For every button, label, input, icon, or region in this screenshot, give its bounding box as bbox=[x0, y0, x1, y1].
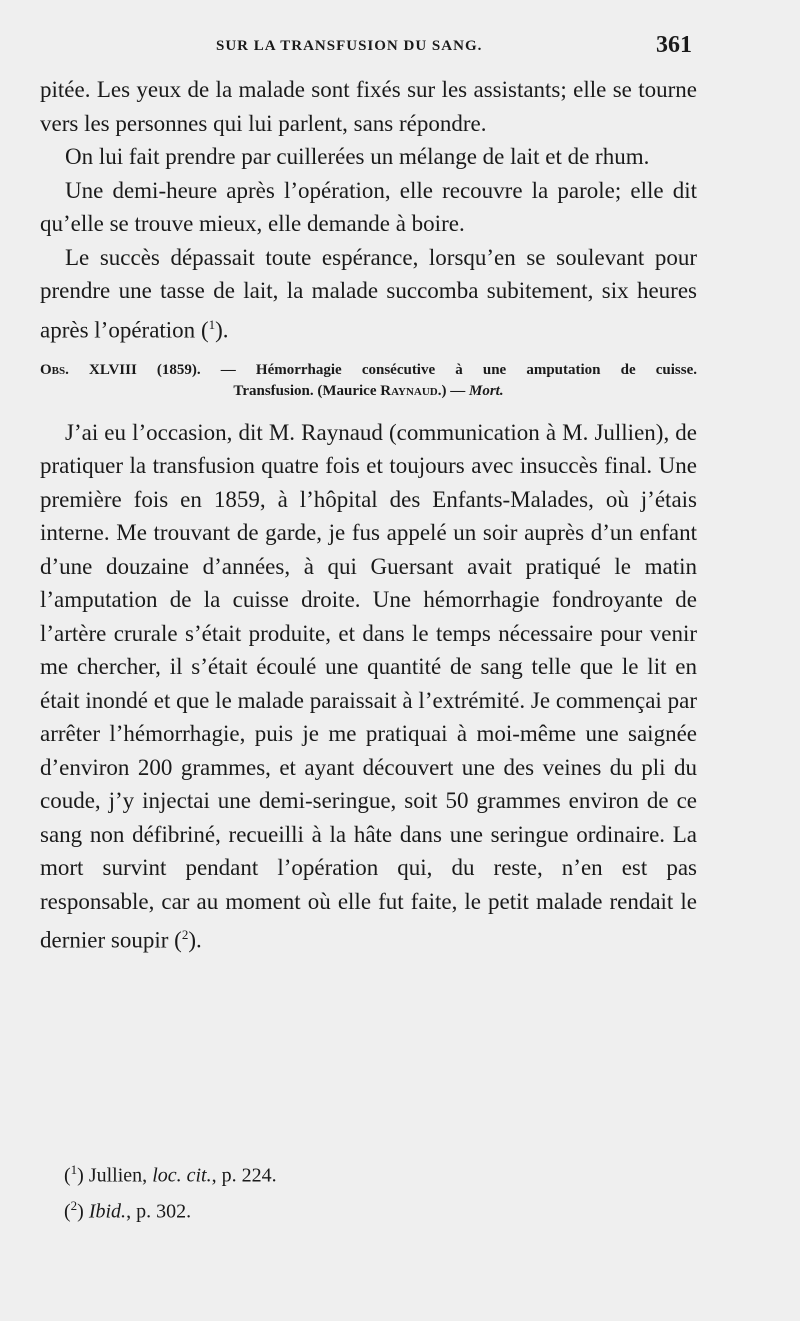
footnote-1: ($^1$) Jullien, loc. cit., p. 224. bbox=[64, 1162, 277, 1187]
observation-outcome: Mort. bbox=[468, 382, 504, 399]
footnote-ref-1[interactable]: 1 bbox=[208, 316, 216, 332]
paragraph-1: pitée. Les yeux de la malade sont fixés sur les assistants; elle se tourne vers les personnes qui lui parlent, sans répondre. bbox=[40, 77, 697, 136]
page-header bbox=[0, 30, 800, 70]
paragraph-4: Le succès dépassait toute espérance, lorsqu’en se soulevant pour prendre une tasse de lait, la malade succomba subitement, six heures après l’opération ($^1$). bbox=[40, 244, 697, 343]
footnote-ref-2[interactable]: 2 bbox=[181, 927, 189, 943]
paragraph-2: On lui fait prendre par cuillerées un mélange de lait et de rhum. bbox=[65, 144, 650, 169]
body-text bbox=[40, 73, 697, 957]
paragraph-3: Une demi-heure après l’opération, elle recouvre la parole; elle dit qu’elle se trouve mieux, elle demande à boire. bbox=[40, 177, 697, 236]
page-number: 361 bbox=[656, 32, 692, 58]
running-title: SUR LA TRANSFUSION DU SANG. bbox=[216, 38, 483, 54]
observation-line-2: Transfusion. (Maurice Raynaud.) — Mort. bbox=[233, 382, 504, 399]
footnotes bbox=[64, 1155, 277, 1226]
observation-line-1: Obs. XLVIII (1859). — Hémorrhagie consécutive à une amputation de cuisse. bbox=[40, 361, 698, 378]
observation-author: Raynaud bbox=[380, 382, 438, 399]
observation-number: Obs. XLVIII (1859). bbox=[40, 361, 201, 378]
main-paragraph: J’ai eu l’occasion, dit M. Raynaud (communication à M. Jullien), de pratiquer la transfusion quatre fois et toujours avec insuccès final. Une première fois en 1859, à l’hôpital des Enfants-Malades, où j’étais interne. Me trouvant de garde, je fus appelé un soir auprès d’un enfant d’une douzaine d’années, à qui Guersant avait pratiqué le matin l’amputation de la cuisse droite. Une hémorrhagie fondroyante de l’artère crurale s’était produite, et dans le temps nécessaire pour venir me chercher, il s’était écoulé une quantité de sang telle que le lit en était inondé et que le malade paraissait à l’extrémité. Je commençai par arrêter l’hémorrhagie, puis je me pratiquai à moi-même une saignée d’environ 200 grammes, et ayant découvert une des veines du pli du coude, j’y injectai une demi-seringue, soit 50 grammes environ de ce sang non défibriné, recueilli à la hâte dans une seringue ordinaire. La mort survint pendant l’opération qui, du reste, n’en est pas responsable, car au moment où elle fut faite, le petit malade rendait le dernier soupir ($^2$). bbox=[40, 419, 697, 953]
observation-heading bbox=[40, 360, 697, 402]
footnote-2: ($^2$) Ibid., p. 302. bbox=[64, 1197, 192, 1223]
